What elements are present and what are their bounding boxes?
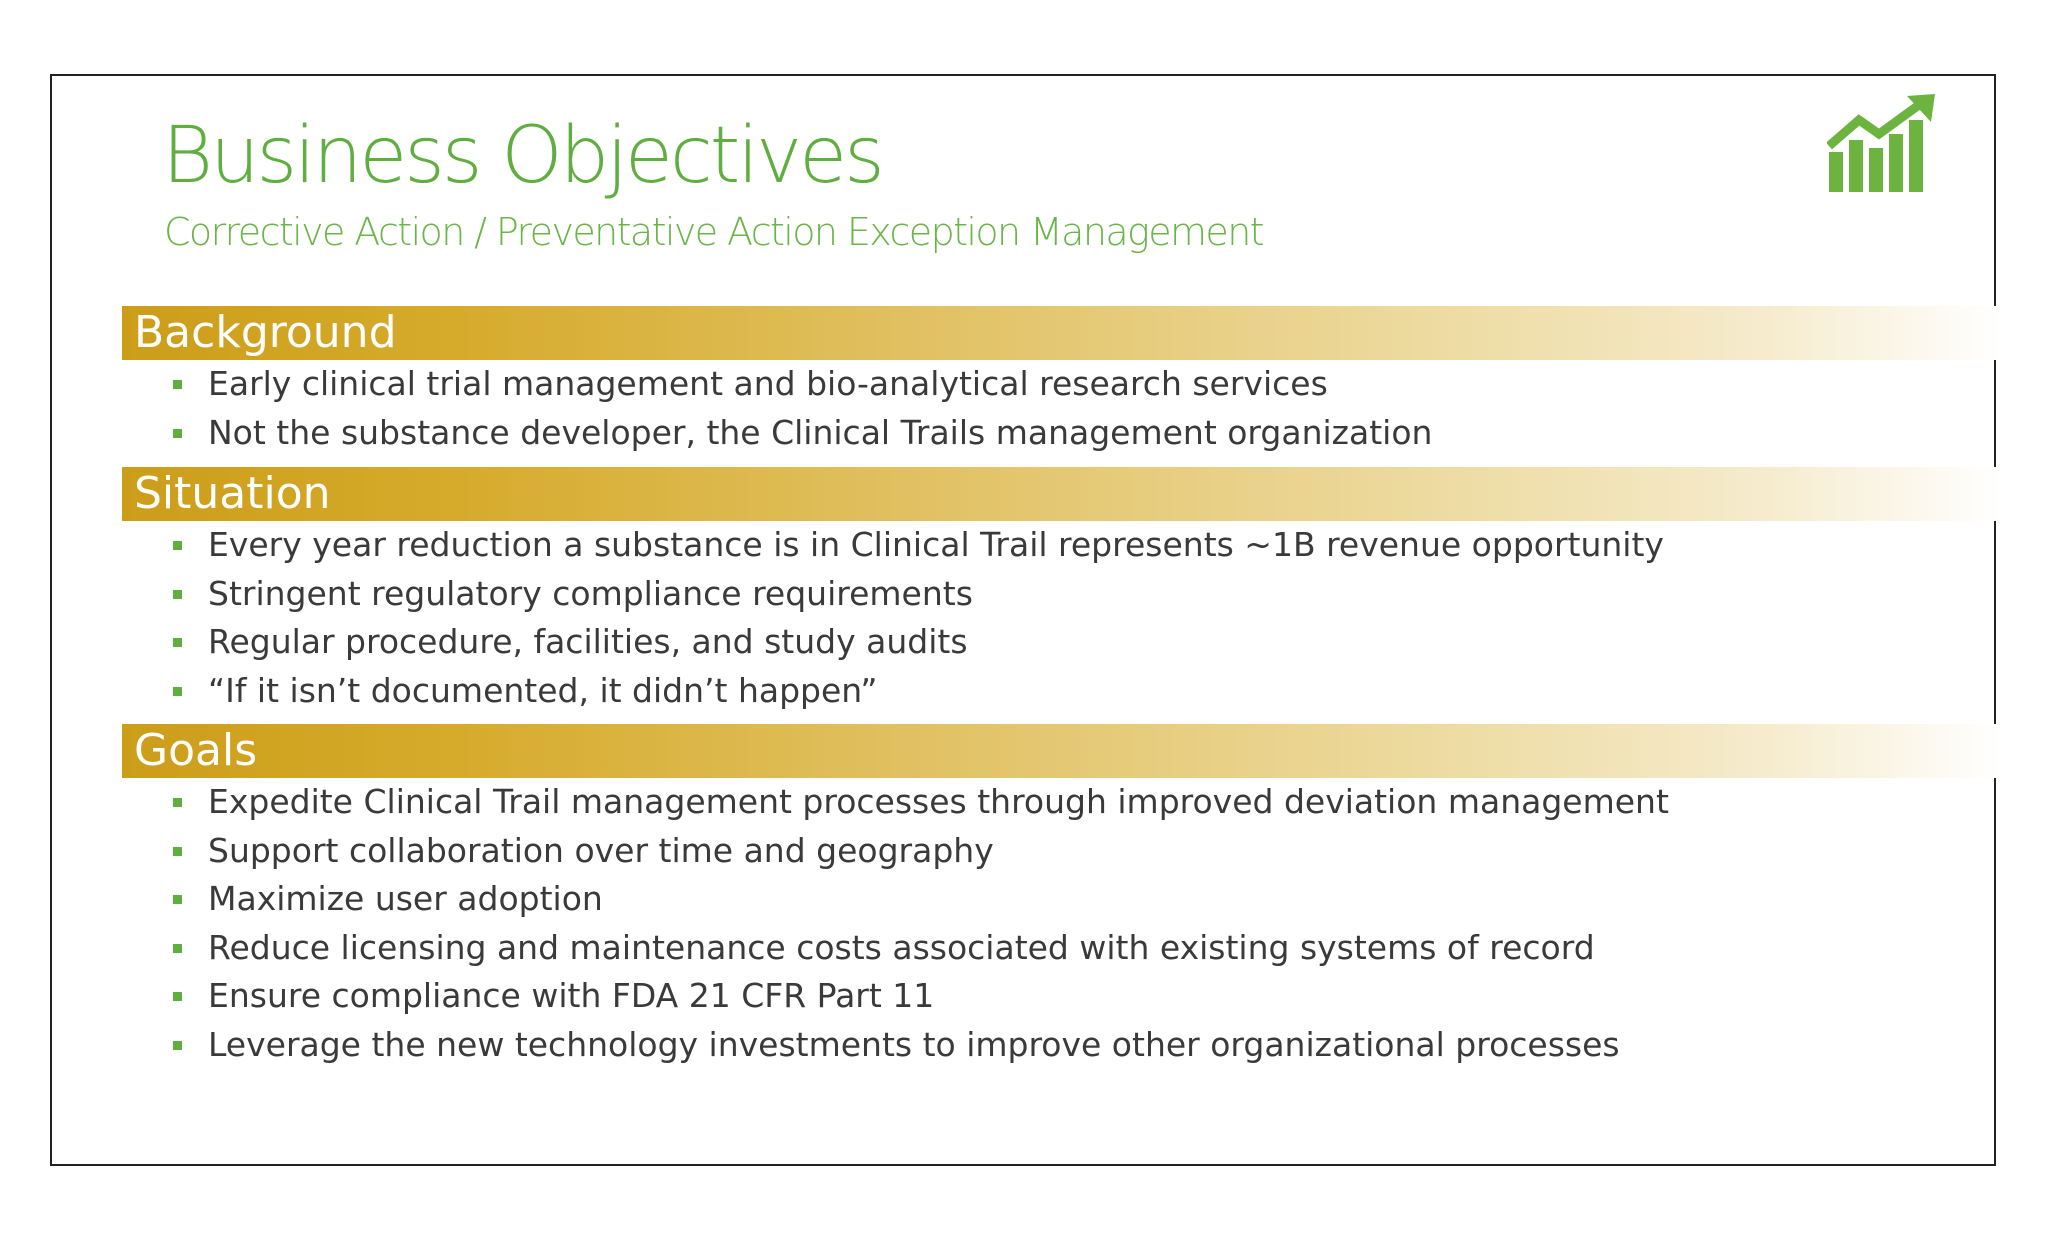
section-heading: Background [122, 306, 2002, 360]
bullet-icon [173, 895, 182, 904]
section-heading: Situation [122, 467, 2002, 521]
list-item [122, 409, 2002, 458]
section-goals [122, 724, 2002, 1069]
bullet-icon [173, 847, 182, 856]
list-item [122, 360, 2002, 409]
list-item-text: “If it isn’t documented, it didn’t happen” [208, 670, 878, 710]
bullet-list [122, 521, 2002, 715]
list-item-text: Leverage the new technology investments to improve other organizational processes [208, 1024, 1620, 1064]
growth-chart-icon [1827, 94, 1939, 194]
list-item [122, 778, 2002, 827]
list-item [122, 924, 2002, 973]
bullet-icon [173, 687, 182, 696]
list-item [122, 618, 2002, 667]
list-item-text: Expedite Clinical Trail management processes through improved deviation management [208, 782, 1669, 821]
bullet-icon [173, 798, 182, 807]
list-item [122, 570, 2002, 619]
list-item-text: Maximize user adoption [208, 879, 603, 918]
bullet-icon [173, 944, 182, 953]
section-situation [122, 467, 2002, 715]
list-item-text: Early clinical trial management and bio-analytical research services [208, 364, 1328, 403]
bullet-icon [173, 429, 182, 438]
list-item-text: Stringent regulatory compliance requirements [208, 573, 973, 613]
list-item [122, 521, 2002, 570]
bullet-list [122, 360, 2002, 457]
list-item [122, 667, 2002, 716]
bullet-icon [173, 541, 182, 550]
bullet-list [122, 778, 2002, 1069]
section-background [122, 306, 2002, 457]
list-item-text: Regular procedure, facilities, and study audits [208, 622, 968, 661]
bullet-icon [173, 380, 182, 389]
bullet-icon [173, 590, 182, 599]
section-heading: Goals [122, 724, 2002, 778]
list-item [122, 1021, 2002, 1070]
list-item [122, 827, 2002, 876]
list-item-text: Every year reduction a substance is in Clinical Trail represents ~1B revenue opportunity [208, 525, 1664, 564]
list-item [122, 972, 2002, 1021]
list-item-text: Support collaboration over time and geography [208, 830, 994, 870]
slide [50, 74, 1996, 1166]
bullet-icon [173, 992, 182, 1001]
slide-title: Business Objectives [162, 111, 882, 201]
slide-subtitle: Corrective Action / Preventative Action Exception Management [164, 210, 1263, 254]
bullet-icon [173, 638, 182, 647]
list-item-text: Reduce licensing and maintenance costs associated with existing systems of record [208, 927, 1595, 967]
list-item-text: Ensure compliance with FDA 21 CFR Part 11 [208, 976, 935, 1015]
bullet-icon [173, 1041, 182, 1050]
list-item [122, 875, 2002, 924]
list-item-text: Not the substance developer, the Clinical Trails management organization [208, 412, 1433, 452]
